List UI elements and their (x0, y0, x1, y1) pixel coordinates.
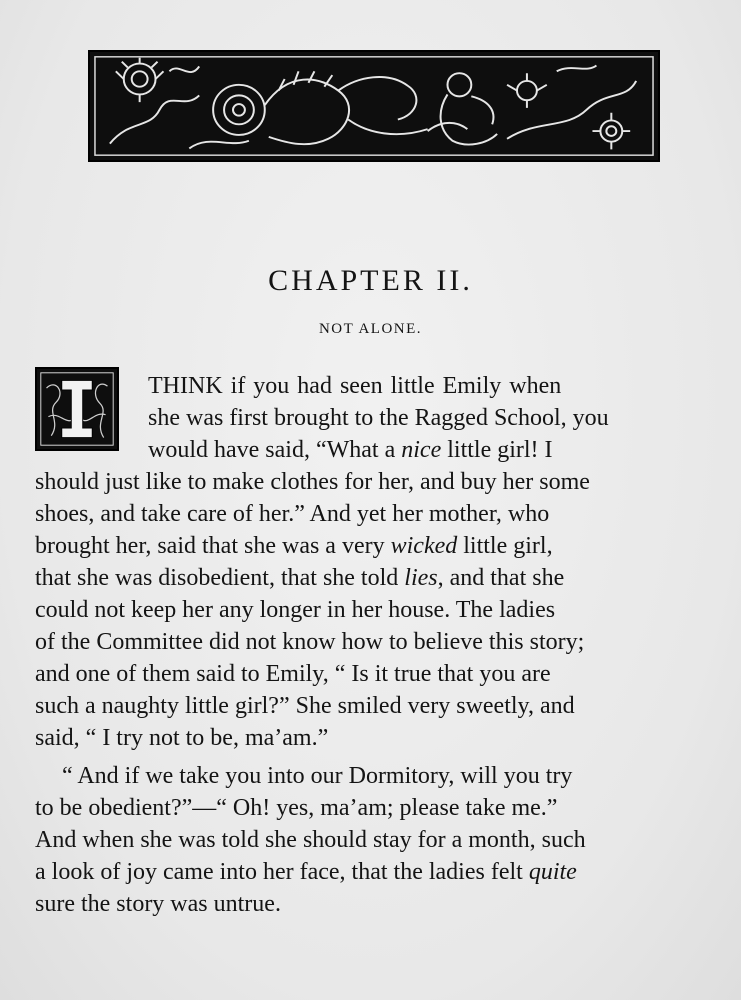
paragraph-line: of the Committee did not know how to believe this story; (35, 629, 585, 655)
ornamental-initial-I (35, 367, 119, 451)
paragraph-line: And when she was told she should stay for a month, such (35, 827, 586, 853)
paragraph-line-3 (148, 434, 553, 466)
text-run: , and that she (437, 565, 565, 591)
paragraph-line: she was first brought to the Ragged School, you (148, 405, 609, 431)
text-run: a look of joy came into her face, that the ladies felt (35, 859, 529, 885)
emphasis-text: lies (404, 565, 438, 591)
paragraph-line-7 (35, 562, 564, 594)
chapter-subtitle: NOT ALONE. (318, 321, 423, 337)
emphasis-text: quite (528, 859, 577, 885)
paragraph-line: sure the story was untrue. (35, 891, 281, 917)
text-run: would have said, “What a (148, 437, 402, 463)
text-run: that she was disobedient, that she told (35, 565, 405, 591)
text-run: little girl! I (441, 437, 553, 463)
paragraph-line: such a naughty little girl?” She smiled very sweetly, and (35, 693, 575, 719)
text-run: little girl, (457, 533, 553, 559)
paragraph-line: and one of them said to Emily, “ Is it true that you are (35, 661, 551, 687)
paragraph-line: to be obedient?”—“ Oh! yes, ma’am; please take me.” (35, 795, 558, 821)
floral-headpiece-icon (90, 52, 658, 160)
emphasis-text: wicked (390, 533, 458, 559)
paragraph-line: THINK if you had seen little Emily when (148, 373, 562, 399)
floral-headpiece-ornament (88, 50, 660, 162)
paragraph-line-16 (35, 856, 577, 888)
text-run: brought her, said that she was a very (35, 533, 391, 559)
chapter-heading: CHAPTER II. (268, 264, 473, 297)
paragraph-line: shoes, and take care of her.” And yet her mother, who (35, 501, 550, 527)
paragraph-line: could not keep her any longer in her house. The ladies (35, 597, 556, 623)
emphasis-text: nice (401, 437, 442, 463)
ornamental-initial-icon (37, 369, 117, 449)
paragraph-line: should just like to make clothes for her, and buy her some (35, 469, 590, 495)
paragraph-line-6 (35, 530, 553, 562)
paragraph-line: “ And if we take you into our Dormitory, will you try (62, 763, 573, 789)
paragraph-line: said, “ I try not to be, ma’am.” (35, 725, 329, 751)
